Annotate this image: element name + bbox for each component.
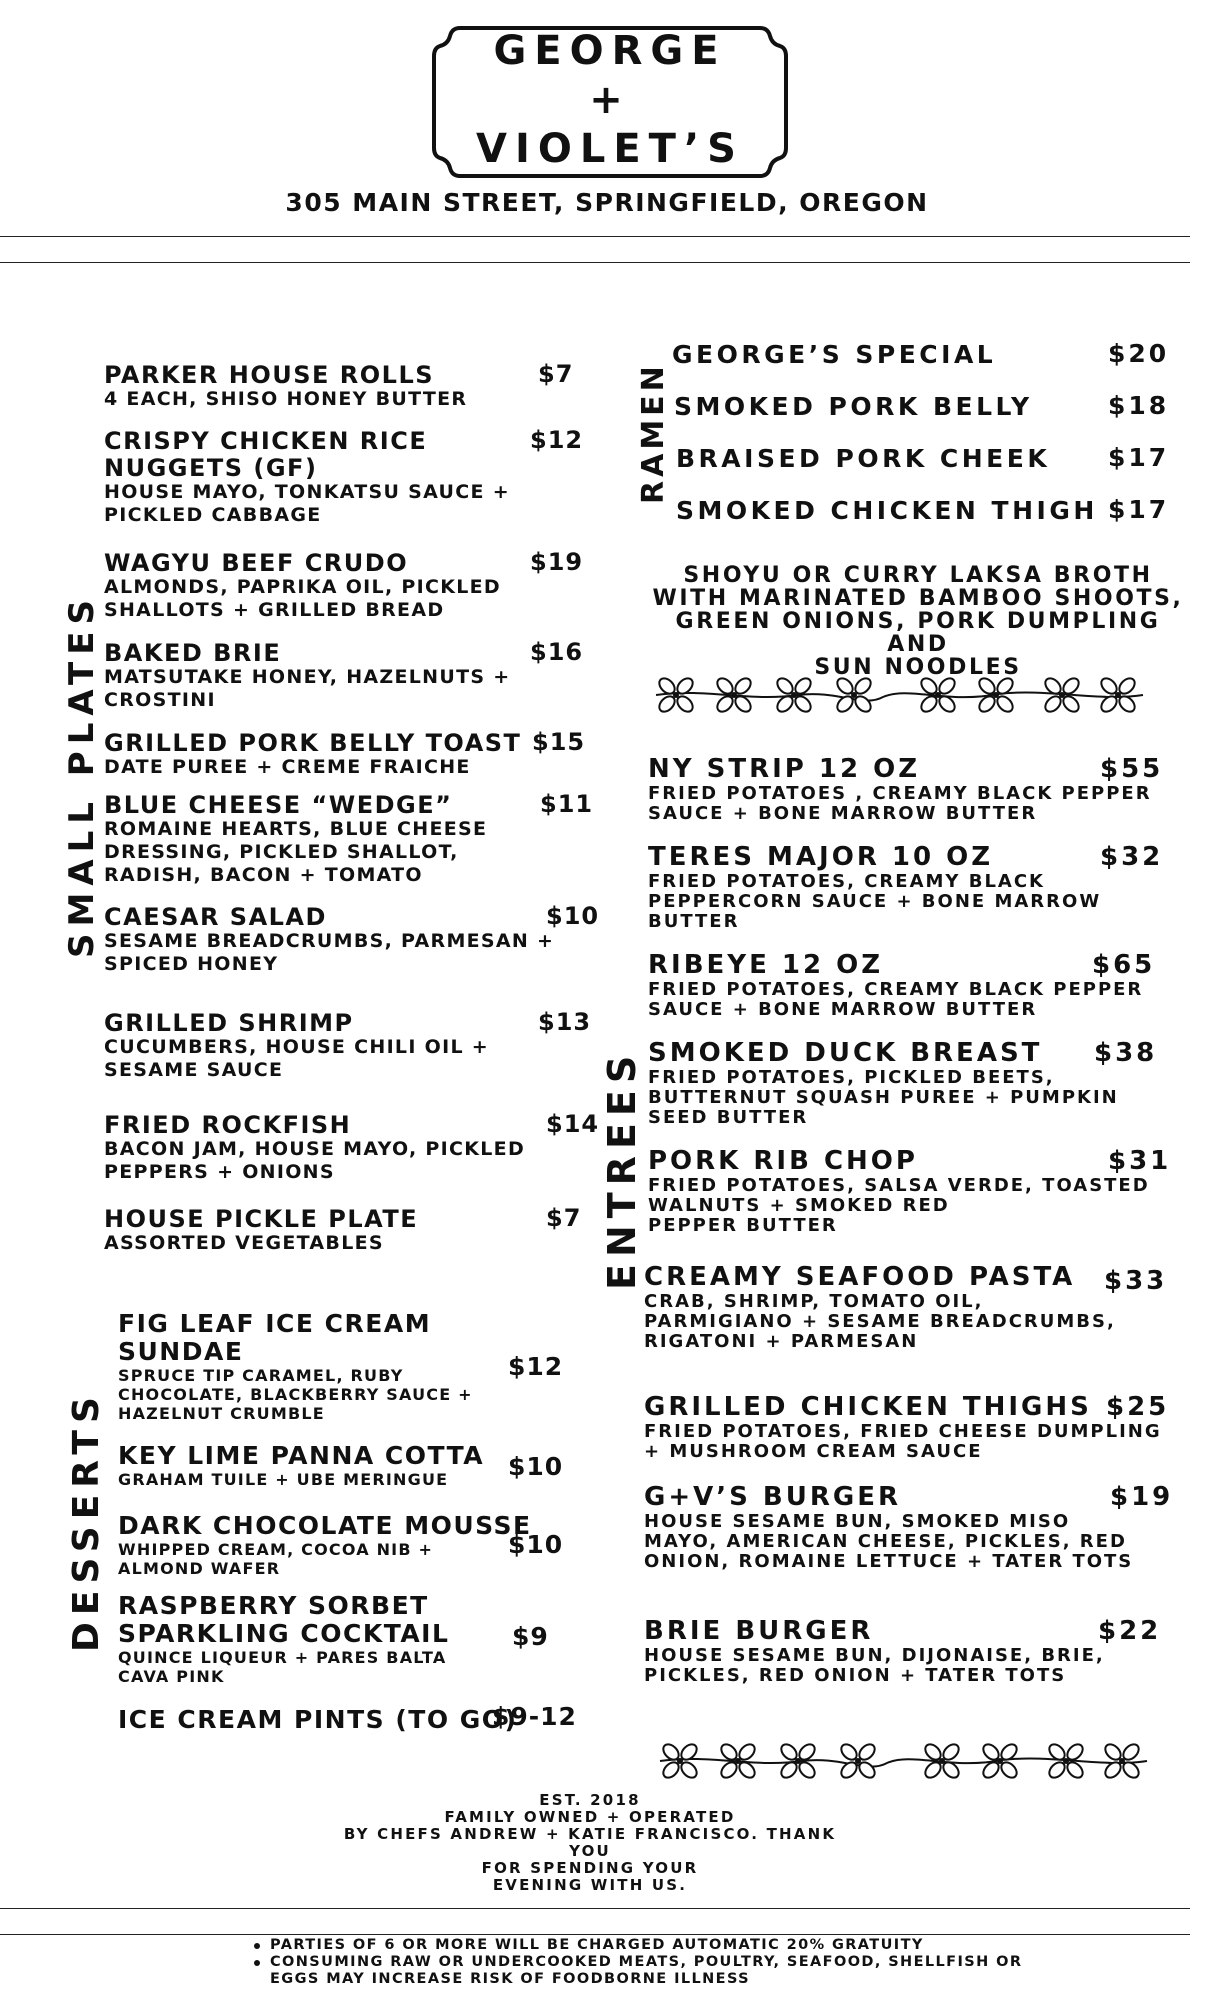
item-description: SESAME BREADCRUMBS, PARMESAN + <box>104 930 555 952</box>
item-price: $15 <box>532 728 586 756</box>
item-description: WHIPPED CREAM, COCOA NIB + <box>118 1540 434 1559</box>
entree-name: PORK RIB CHOP <box>648 1146 918 1176</box>
item-name: SPARKLING COCKTAIL <box>118 1619 450 1648</box>
item-description: HOUSE MAYO, TONKATSU SAUCE + <box>104 481 510 503</box>
item-price: $10 <box>508 1452 564 1481</box>
item-name: NUGGETS (GF) <box>104 454 318 482</box>
entree-description: CRAB, SHRIMP, TOMATO OIL, <box>644 1291 984 1312</box>
item-name: RASPBERRY SORBET <box>118 1591 429 1620</box>
item-name: SUNDAE <box>118 1337 244 1366</box>
ramen-note-line: GREEN ONIONS, PORK DUMPLING AND <box>675 609 1161 657</box>
item-description: SPICED HONEY <box>104 953 279 975</box>
item-description: RADISH, BACON + TOMATO <box>104 864 423 886</box>
ramen-item-name: SMOKED CHICKEN THIGH <box>676 496 1098 525</box>
divider <box>0 1934 1190 1935</box>
flower-icon <box>976 675 1015 714</box>
item-name: KEY LIME PANNA COTTA <box>118 1441 485 1470</box>
logo <box>430 22 790 182</box>
entree-description: WALNUTS + SMOKED RED <box>648 1195 950 1216</box>
closing-line: FAMILY OWNED + OPERATED <box>444 1808 736 1826</box>
entree-price: $22 <box>1098 1616 1162 1646</box>
closing-note <box>330 1792 850 1894</box>
bullet-icon <box>254 1943 260 1949</box>
item-name: FRIED ROCKFISH <box>104 1111 352 1139</box>
entree-price: $25 <box>1106 1392 1170 1422</box>
entree-description: BUTTERNUT SQUASH PUREE + PUMPKIN <box>648 1087 1119 1108</box>
entree-description: PARMIGIANO + SESAME BREADCRUMBS, <box>644 1311 1116 1332</box>
floral-divider <box>652 1730 1152 1792</box>
footer-note: CONSUMING RAW OR UNDERCOOKED MEATS, POULTRY, SEAFOOD, SHELLFISH OR <box>252 1954 1022 1971</box>
flower-icon <box>980 1741 1019 1780</box>
ramen-item-name: GEORGE’S SPECIAL <box>672 340 997 369</box>
entree-description: FRIED POTATOES, FRIED CHEESE DUMPLING <box>644 1421 1162 1442</box>
item-name: ICE CREAM PINTS (TO GO) <box>118 1705 518 1734</box>
entree-name: RIBEYE 12 OZ <box>648 950 884 980</box>
ramen-item-price: $20 <box>1108 339 1170 368</box>
item-price: $10 <box>546 902 600 930</box>
entree-description: FRIED POTATOES, SALSA VERDE, TOASTED <box>648 1175 1150 1196</box>
item-description: HAZELNUT CRUMBLE <box>118 1404 325 1423</box>
floral-divider <box>648 664 1148 726</box>
item-description: DATE PUREE + CREME FRAICHE <box>104 756 471 778</box>
item-description: CHOCOLATE, BLACKBERRY SAUCE + <box>118 1385 473 1404</box>
closing-line: EST. 2018 <box>539 1791 641 1809</box>
item-price: $14 <box>546 1110 600 1138</box>
item-description: ALMOND WAFER <box>118 1559 281 1578</box>
entree-price: $65 <box>1092 950 1156 980</box>
ramen-item-price: $17 <box>1108 495 1170 524</box>
entree-description: SAUCE + BONE MARROW BUTTER <box>648 999 1038 1020</box>
item-description: SHALLOTS + GRILLED BREAD <box>104 599 445 621</box>
entree-description: PEPPER BUTTER <box>648 1215 838 1236</box>
closing-line: FOR SPENDING YOUR <box>481 1859 699 1877</box>
item-description: SPRUCE TIP CARAMEL, RUBY <box>118 1366 404 1385</box>
item-name: BAKED BRIE <box>104 639 282 667</box>
entree-name: GRILLED CHICKEN THIGHS <box>644 1392 1092 1422</box>
ramen-note-line: WITH MARINATED BAMBOO SHOOTS, <box>652 586 1184 611</box>
entree-description: + MUSHROOM CREAM SAUCE <box>644 1441 983 1462</box>
ramen-note <box>648 564 1188 679</box>
ramen-item-name: SMOKED PORK BELLY <box>674 392 1033 421</box>
item-name: HOUSE PICKLE PLATE <box>104 1205 419 1233</box>
bullet-icon <box>254 1960 260 1966</box>
flower-icon <box>838 1741 877 1780</box>
entree-description: SEED BUTTER <box>648 1107 809 1128</box>
item-name: DARK CHOCOLATE MOUSSE <box>118 1511 532 1540</box>
entree-price: $32 <box>1100 842 1164 872</box>
entree-name: NY STRIP 12 OZ <box>648 754 921 784</box>
entree-description: FRIED POTATOES, CREAMY BLACK PEPPER <box>648 979 1144 1000</box>
item-description: GRAHAM TUILE + UBE MERINGUE <box>118 1470 449 1489</box>
entree-name: CREAMY SEAFOOD PASTA <box>644 1262 1076 1292</box>
entree-description: SAUCE + BONE MARROW BUTTER <box>648 803 1038 824</box>
item-description: ASSORTED VEGETABLES <box>104 1232 384 1254</box>
item-description: SESAME SAUCE <box>104 1059 284 1081</box>
entree-name: TERES MAJOR 10 OZ <box>648 842 994 872</box>
item-name: CAESAR SALAD <box>104 903 327 931</box>
item-description: DRESSING, PICKLED SHALLOT, <box>104 841 459 863</box>
item-description: PEPPERS + ONIONS <box>104 1161 335 1183</box>
flower-icon <box>1098 675 1137 714</box>
divider <box>0 236 1190 237</box>
item-name: GRILLED PORK BELLY TOAST <box>104 729 522 757</box>
ramen-note-line: SHOYU OR CURRY LAKSA BROTH <box>683 563 1153 588</box>
item-description: CROSTINI <box>104 689 216 711</box>
entree-description: PEPPERCORN SAUCE + BONE MARROW <box>648 891 1102 912</box>
item-price: $13 <box>538 1008 592 1036</box>
ramen-heading: RAMEN <box>636 362 671 504</box>
divider <box>0 1908 1190 1909</box>
entree-name: G+V’S BURGER <box>644 1482 901 1512</box>
logo-violets: VIOLET’S <box>476 126 744 172</box>
address: 305 MAIN STREET, SPRINGFIELD, OREGON <box>285 188 929 217</box>
item-description: PICKLED CABBAGE <box>104 504 322 526</box>
item-description: ROMAINE HEARTS, BLUE CHEESE <box>104 818 488 840</box>
item-price: $7 <box>538 360 574 388</box>
footer-note: PARTIES OF 6 OR MORE WILL BE CHARGED AUTOMATIC 20% GRATUITY <box>252 1937 1022 1954</box>
item-description: CAVA PINK <box>118 1667 225 1686</box>
item-price: $12 <box>530 426 584 454</box>
item-name: PARKER HOUSE ROLLS <box>104 361 435 389</box>
entree-description: BUTTER <box>648 911 740 932</box>
logo-george: GEORGE <box>493 28 727 74</box>
small-plates-heading: SMALL PLATES <box>62 593 102 958</box>
footer-note: EGGS MAY INCREASE RISK OF FOODBORNE ILLNESS <box>270 1971 751 1987</box>
entree-description: RIGATONI + PARMESAN <box>644 1331 919 1352</box>
entree-name: BRIE BURGER <box>644 1616 874 1646</box>
item-price: $7 <box>546 1204 582 1232</box>
item-price: $11 <box>540 790 594 818</box>
entree-description: HOUSE SESAME BUN, DIJONAISE, BRIE, <box>644 1645 1105 1666</box>
item-description: BACON JAM, HOUSE MAYO, PICKLED <box>104 1138 526 1160</box>
entree-price: $33 <box>1104 1266 1168 1296</box>
ramen-item-price: $17 <box>1108 443 1170 472</box>
item-price: $9 <box>512 1622 549 1651</box>
entree-description: FRIED POTATOES, CREAMY BLACK <box>648 871 1045 892</box>
ramen-item-price: $18 <box>1108 391 1170 420</box>
footer-notes <box>252 1937 1022 1988</box>
flower-icon <box>1102 1741 1141 1780</box>
item-price: $12 <box>508 1352 564 1381</box>
desserts-heading: DESSERTS <box>66 1390 107 1652</box>
entree-description: ONION, ROMAINE LETTUCE + TATER TOTS <box>644 1551 1134 1572</box>
flower-icon <box>834 675 873 714</box>
item-price: $10 <box>508 1530 564 1559</box>
ramen-item-name: BRAISED PORK CHEEK <box>676 444 1051 473</box>
entree-description: FRIED POTATOES, PICKLED BEETS, <box>648 1067 1055 1088</box>
item-price: $16 <box>530 638 584 666</box>
item-price: $9-12 <box>492 1702 577 1731</box>
item-description: CUCUMBERS, HOUSE CHILI OIL + <box>104 1036 489 1058</box>
entree-price: $31 <box>1108 1146 1172 1176</box>
item-price: $19 <box>530 548 584 576</box>
entree-description: PICKLES, RED ONION + TATER TOTS <box>644 1665 1067 1686</box>
item-description: 4 EACH, SHISO HONEY BUTTER <box>104 388 468 410</box>
item-name: CRISPY CHICKEN RICE <box>104 427 428 455</box>
entrees-heading: ENTREES <box>600 1048 644 1290</box>
entree-price: $19 <box>1110 1482 1174 1512</box>
ramen-note-line: SUN NOODLES <box>814 655 1022 680</box>
item-name: WAGYU BEEF CRUDO <box>104 549 409 577</box>
closing-line: EVENING WITH US. <box>492 1876 688 1894</box>
item-name: GRILLED SHRIMP <box>104 1009 354 1037</box>
item-description: MATSUTAKE HONEY, HAZELNUTS + <box>104 666 511 688</box>
item-name: BLUE CHEESE “WEDGE” <box>104 791 453 819</box>
item-name: FIG LEAF ICE CREAM <box>118 1309 432 1338</box>
entree-description: FRIED POTATOES , CREAMY BLACK PEPPER <box>648 783 1152 804</box>
entree-name: SMOKED DUCK BREAST <box>648 1038 1043 1068</box>
entree-description: MAYO, AMERICAN CHEESE, PICKLES, RED <box>644 1531 1127 1552</box>
entree-description: HOUSE SESAME BUN, SMOKED MISO <box>644 1511 1071 1532</box>
item-description: ALMONDS, PAPRIKA OIL, PICKLED <box>104 576 501 598</box>
entree-price: $38 <box>1094 1038 1158 1068</box>
logo-plus: + <box>589 77 631 123</box>
divider <box>0 262 1190 263</box>
item-description: QUINCE LIQUEUR + PARES BALTA <box>118 1648 447 1667</box>
closing-line: BY CHEFS ANDREW + KATIE FRANCISCO. THANK YOU <box>343 1825 837 1860</box>
entree-price: $55 <box>1100 754 1164 784</box>
